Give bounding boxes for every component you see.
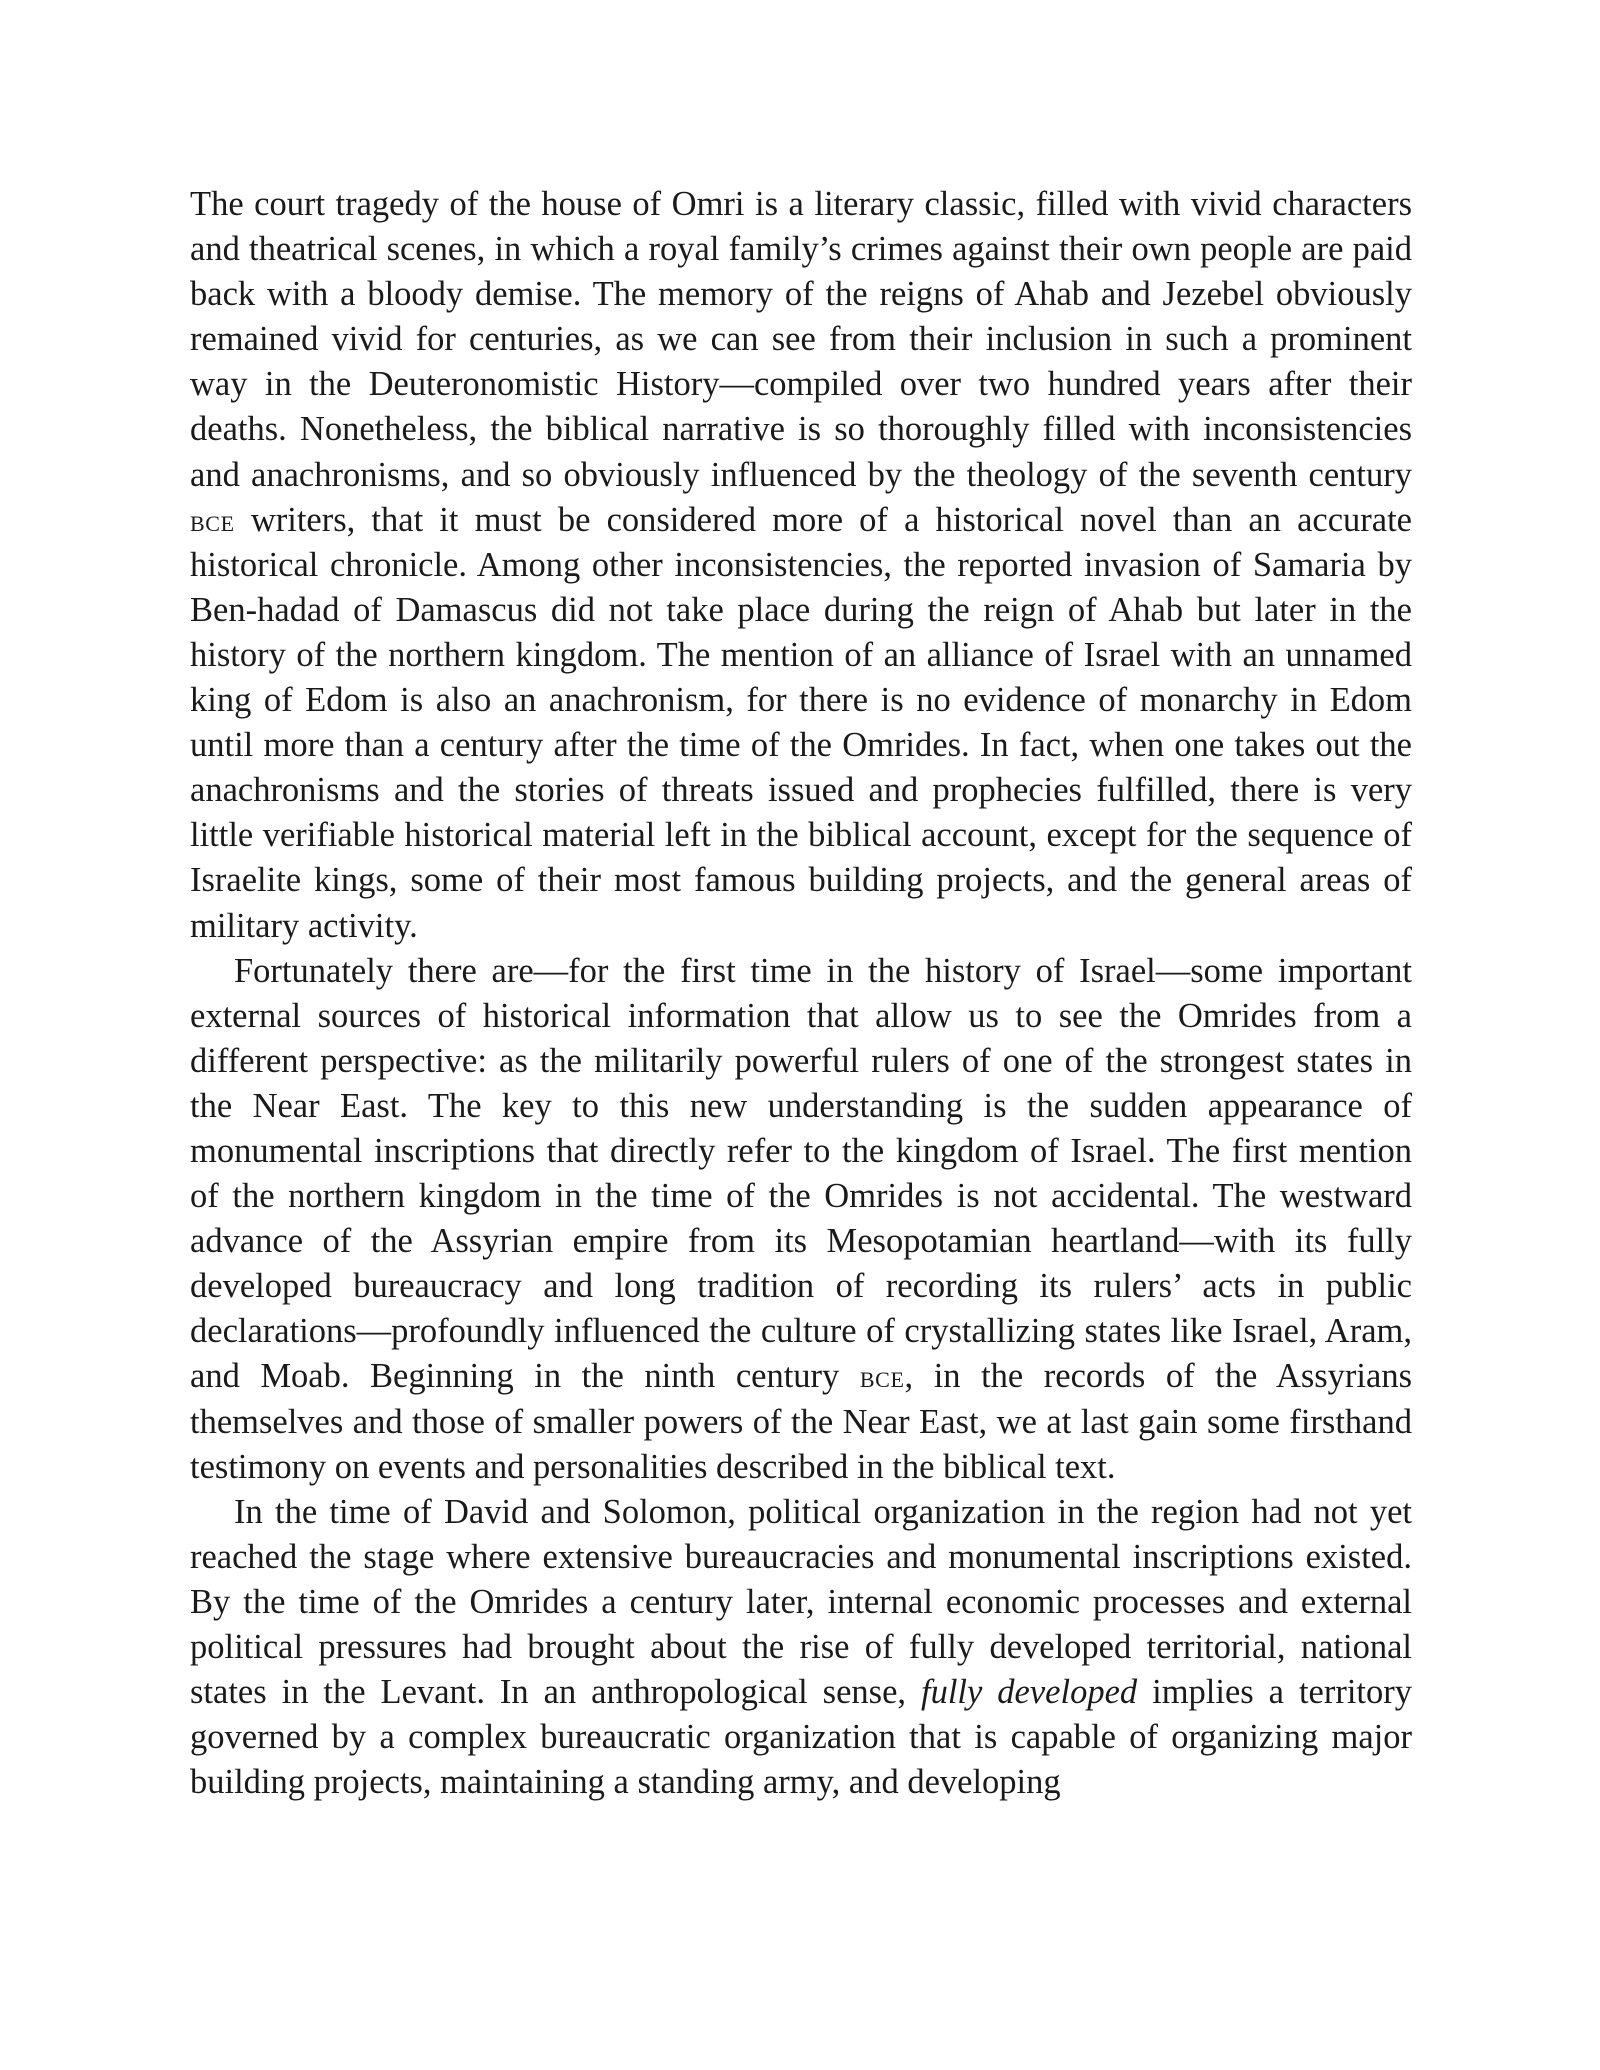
paragraph-3-text-1: In the time of David and Solomon, political organization in the region had not yet reached the stage where extensive bureaucracies and monumental inscriptions existed. By the time of the Omrides a century later, internal economic processes and external political pressures had brought about the rise of fully developed territorial, national states in the Levant. In an anthropological sense, — [190, 1492, 1412, 1712]
paragraph-3 — [190, 1490, 1412, 1806]
paragraph-1 — [190, 182, 1412, 949]
paragraph-1-text-1: The court tragedy of the house of Omri is a literary classic, filled with vivid characters and theatrical scenes, in which a royal family’s crimes against their own people are paid back with a bloody demise. The memory of the reigns of Ahab and Jezebel obviously remained vivid for centuries, as we can see from their inclusion in such a prominent way in the Deuteronomistic History—compiled over two hundred years after their deaths. Nonetheless, the biblical narrative is so thoroughly filled with inconsistencies and anachronisms, and so obviously influenced by the theology of the seventh century — [190, 185, 1412, 494]
emphasis-fully-developed: fully developed — [921, 1673, 1138, 1712]
paragraph-2 — [190, 949, 1412, 1490]
paragraph-2-text-1: Fortunately there are—for the first time in the history of Israel—some important external sources of historical information that allow us to see the Omrides from a different perspective: as the militarily powerful rulers of one of the strongest states in the Near East. The key to this new understanding is the sudden appearance of monumental inscriptions that directly refer to the kingdom of Israel. The first mention of the northern kingdom in the time of the Omrides is not accidental. The westward advance of the Assyrian empire from its Mesopotamian heartland—with its fully developed bureaucracy and long tradition of recording its rulers’ acts in public declarations—profoundly influenced the culture of crystallizing states like Israel, Aram, and Moab. Beginning in the ninth century — [190, 951, 1412, 1396]
page-body — [190, 182, 1412, 1805]
paragraph-2-text-2: , in the records of the Assyrians themselves and those of smaller powers of the Near East, we at last gain some firsthand testimony on events and personalities described in the biblical text. — [190, 1357, 1412, 1486]
paragraph-3-text-2: implies a territory governed by a complex bureaucratic organization that is capable of organizing major building projects, maintaining a standing army, and developing — [190, 1673, 1413, 1802]
era-abbreviation-bce: bce — [190, 502, 235, 538]
era-abbreviation-bce: bce — [859, 1359, 905, 1395]
paragraph-1-text-2: writers, that it must be considered more of a historical novel than an accurate historical chronicle. Among other inconsistencies, the reported invasion of Samaria by Ben-hadad of Damascus did not take place during the reign of Ahab but later in the history of the northern kingdom. The mention of an alliance of Israel with an unnamed king of Edom is also an anachronism, for there is no evidence of monarchy in Edom until more than a century after the time of the Omrides. In fact, when one takes out the anachronisms and the stories of threats issued and prophecies fulfilled, there is very little verifiable historical material left in the biblical account, except for the sequence of Israelite kings, some of their most famous building projects, and the general areas of military activity. — [190, 500, 1412, 945]
